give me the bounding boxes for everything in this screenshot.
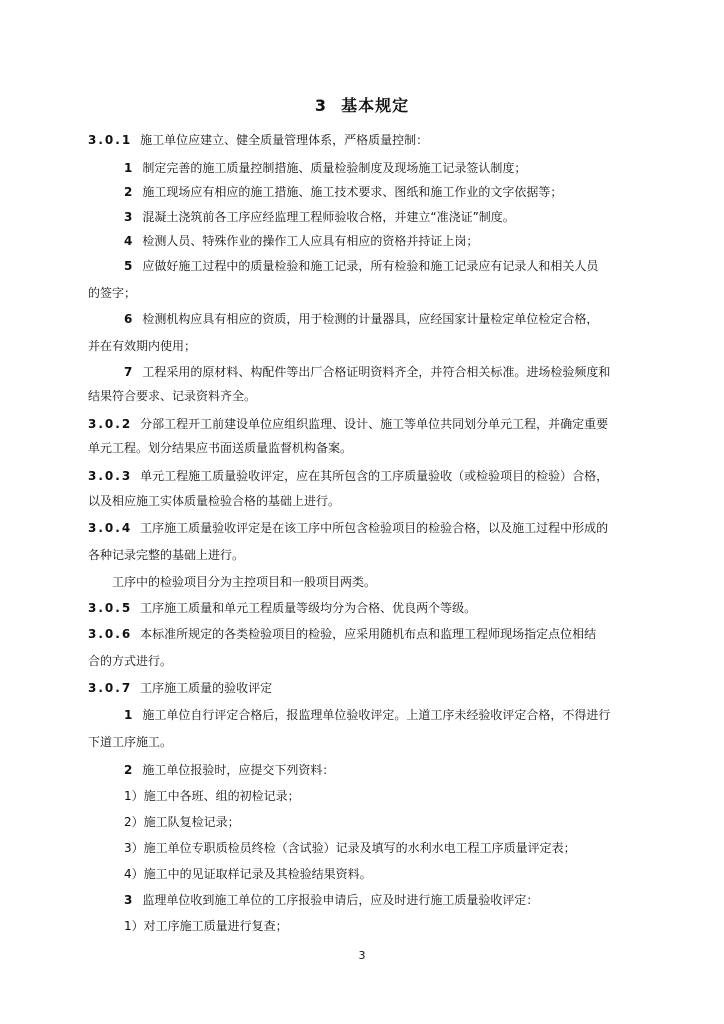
text-line: [88, 416, 608, 432]
line-text: 施工单位报验时，应提交下列资料：: [142, 763, 335, 777]
line-text: 并在有效期内使用；: [88, 339, 197, 353]
clause-number: 3.0.6: [88, 627, 133, 641]
line-text: 单元工程施工质量验收评定，应在其所包含的工序质量验收（或检验项目的检验）合格，: [140, 469, 609, 483]
line-text: 4）施工中的见证取样记录及其检验结果资料。: [124, 867, 372, 881]
clause-number: 2: [124, 763, 133, 777]
line-text: 的签字；: [88, 286, 137, 300]
text-line: [88, 285, 136, 301]
line-text: 各种记录完整的基础上进行。: [88, 548, 245, 562]
text-line: [88, 734, 172, 750]
line-text: 本标准所规定的各类检验项目的检验，应采用随机布点和监理工程师现场指定点位相结: [140, 627, 597, 641]
text-line: [124, 892, 538, 908]
page-title: [0, 93, 724, 116]
clause-number: 2: [124, 185, 133, 199]
line-text: 分部工程开工前建设单位应组织监理、设计、施工等单位共同划分单元工程，并确定重要: [140, 417, 609, 431]
text-line: [124, 160, 526, 176]
line-text: 检测人员、特殊作业的操作工人应具有相应的资格并持证上岗；: [142, 234, 479, 248]
chapter-title: 基本规定: [341, 96, 410, 115]
line-text: 施工单位应建立、健全质量管理体系，严格质量控制：: [140, 133, 429, 147]
text-line: [88, 338, 196, 354]
text-line: [88, 520, 608, 536]
line-text: 工序施工质量的验收评定: [140, 681, 273, 695]
text-line: [88, 626, 596, 642]
text-line: [124, 364, 610, 380]
line-text: 合的方式进行。: [88, 654, 173, 668]
line-text: 3）施工单位专职质检员终检（含试验）记录及填写的水利水电工程工序质量评定表；: [124, 841, 576, 855]
clause-number: 3: [124, 210, 133, 224]
text-line: [124, 184, 562, 200]
text-line: [88, 440, 352, 456]
text-line: [124, 233, 478, 249]
line-text: 应做好施工过程中的质量检验和施工记录，所有检验和施工记录应有记录人和相关人员: [142, 259, 599, 273]
clause-number: 3: [124, 893, 133, 907]
text-line: [88, 132, 428, 148]
text-line: [88, 680, 272, 696]
text-line: [124, 840, 576, 856]
text-line: [88, 493, 340, 509]
clause-number: 5: [124, 259, 133, 273]
text-line: [88, 468, 608, 484]
line-text: 工序施工质量验收评定是在该工序中所包含检验项目的检验合格，以及施工过程中形成的: [140, 521, 609, 535]
clause-number: 3.0.5: [88, 601, 133, 615]
clause-number: 3.0.3: [88, 469, 133, 483]
line-text: 混凝土浇筑前各工序应经监理工程师验收合格，并建立“准浇证”制度。: [142, 210, 515, 224]
text-line: [124, 866, 372, 882]
line-text: 施工单位自行评定合格后，报监理单位验收评定。上道工序未经验收评定合格，不得进行: [142, 708, 611, 722]
text-line: [124, 258, 598, 274]
text-line: [124, 918, 288, 934]
text-line: [88, 388, 256, 404]
line-text: 工序中的检验项目分为主控项目和一般项目两类。: [112, 575, 377, 589]
text-line: [88, 653, 172, 669]
line-text: 制定完善的施工质量控制措施、质量检验制度及现场施工记录签认制度；: [142, 161, 527, 175]
line-text: 检测机构应具有相应的资质，用于检测的计量器具，应经国家计量检定单位检定合格，: [142, 312, 599, 326]
text-line: [124, 707, 610, 723]
line-text: 工序施工质量和单元工程质量等级均分为合格、优良两个等级。: [140, 601, 477, 615]
line-text: 监理单位收到施工单位的工序报验申请后，应及时进行施工质量验收评定：: [142, 893, 539, 907]
text-line: [124, 209, 515, 225]
line-text: 单元工程。划分结果应书面送质量监督机构备案。: [88, 441, 353, 455]
clause-number: 3.0.2: [88, 417, 133, 431]
text-line: [88, 600, 476, 616]
text-line: [88, 547, 244, 563]
clause-number: 1: [124, 161, 133, 175]
line-text: 1）施工中各班、组的初检记录；: [124, 789, 300, 803]
text-line: [124, 814, 240, 830]
text-line: [112, 574, 376, 590]
clause-number: 4: [124, 234, 133, 248]
line-text: 施工现场应有相应的施工措施、施工技术要求、图纸和施工作业的文字依据等；: [142, 185, 563, 199]
line-text: 2）施工队复检记录；: [124, 815, 240, 829]
clause-number: 6: [124, 312, 133, 326]
page-number: 3: [358, 949, 366, 962]
clause-number: 3.0.1: [88, 133, 133, 147]
line-text: 下道工序施工。: [88, 735, 173, 749]
line-text: 1）对工序施工质量进行复查；: [124, 919, 288, 933]
chapter-number: 3: [314, 96, 328, 115]
clause-number: 7: [124, 365, 133, 379]
clause-number: 3.0.7: [88, 681, 133, 695]
line-text: 工程采用的原材料、构配件等出厂合格证明资料齐全，并符合相关标准。进场检验频度和: [142, 365, 611, 379]
clause-number: 1: [124, 708, 133, 722]
text-line: [124, 788, 300, 804]
line-text: 结果符合要求、记录资料齐全。: [88, 389, 257, 403]
line-text: 以及相应施工实体质量检验合格的基础上进行。: [88, 494, 341, 508]
text-line: [124, 762, 334, 778]
clause-number: 3.0.4: [88, 521, 133, 535]
text-line: [124, 311, 598, 327]
